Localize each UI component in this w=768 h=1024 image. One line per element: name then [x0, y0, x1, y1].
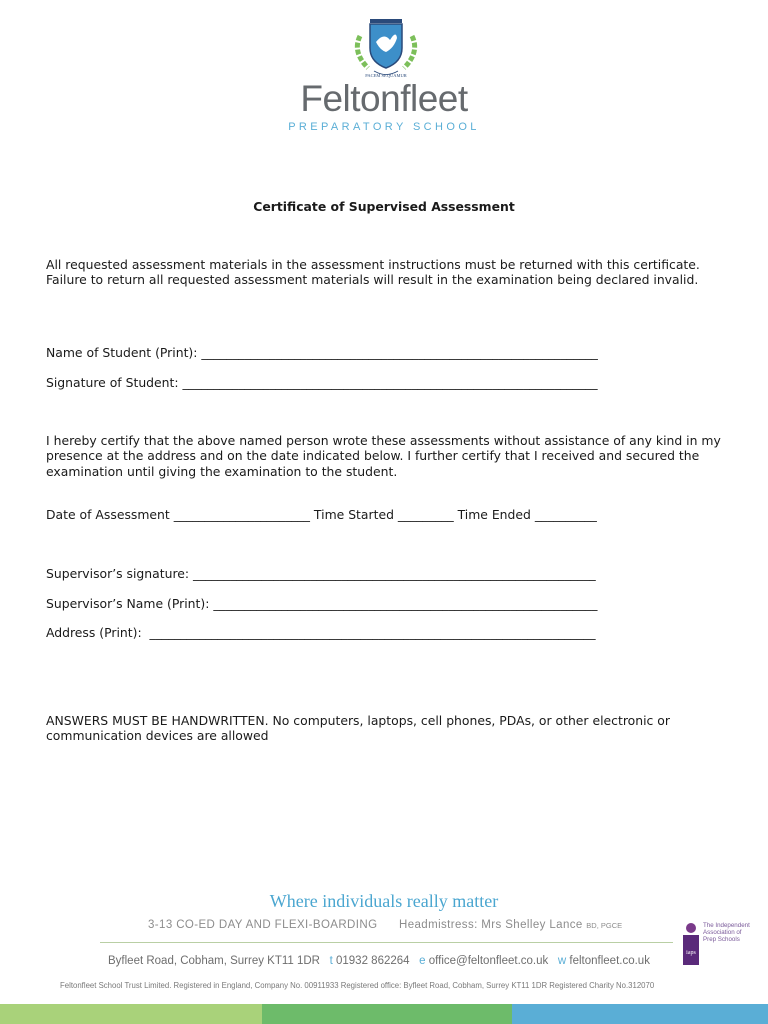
- footer-contact: [108, 955, 650, 967]
- footer-school-info: [148, 919, 622, 931]
- laurel-wreath-right: [404, 36, 415, 68]
- certificate-title: Certificate of Supervised Assessment: [253, 199, 515, 214]
- school-name: Feltonfleet: [300, 78, 468, 119]
- footer-divider: [100, 942, 673, 943]
- phone-number: 01932 862264: [336, 955, 410, 967]
- address-field[interactable]: Address (Print): ________________________________________________________________________: [46, 625, 596, 640]
- footer-bar-green: [262, 1004, 512, 1024]
- student-signature-field[interactable]: Signature of Student: ___________________________________________________________________: [46, 375, 598, 390]
- certification-paragraph: I hereby certify that the above named person wrote these assessments without assistance of any kind in my presence at the address and on the date indicated below. I further certify that I received and secured the examination until giving the examination to the student.: [46, 433, 721, 479]
- web-label: w: [557, 955, 567, 967]
- footer-bar-green-light: [0, 1004, 262, 1024]
- iaps-name: The Independent Association of Prep Schools: [703, 922, 750, 943]
- headmistress-quals: BD, PGCE: [586, 921, 623, 930]
- email-link[interactable]: office@feltonfleet.co.uk: [428, 955, 549, 967]
- supervisor-name-field[interactable]: Supervisor’s Name (Print): ______________________________________________________________: [46, 596, 598, 611]
- headmistress: Headmistress: Mrs Shelley Lance: [399, 919, 583, 931]
- crest-motto: PACEM SEQUAMUR: [365, 73, 407, 78]
- handwritten-notice: ANSWERS MUST BE HANDWRITTEN. No computers, laptops, cell phones, PDAs, or other electronic or communication devices are allowed: [46, 713, 670, 744]
- school-subtitle: PREPARATORY SCHOOL: [288, 121, 480, 133]
- website-link[interactable]: feltonfleet.co.uk: [569, 955, 650, 967]
- intro-paragraph: All requested assessment materials in the assessment instructions must be returned with this certificate. Failure to return all requested assessment materials will result in the examination being declared invalid.: [46, 257, 700, 288]
- postal-address: Byfleet Road, Cobham, Surrey KT11 1DR: [108, 955, 320, 967]
- school-crest-logo: [350, 18, 422, 80]
- laurel-wreath-left: [357, 36, 368, 68]
- email-label: e: [419, 955, 426, 967]
- iaps-logo: [681, 922, 701, 966]
- iaps-logo-letters: iaps: [686, 950, 696, 956]
- footer-bar-blue: [512, 1004, 768, 1024]
- footer-tagline: Where individuals really matter: [269, 891, 499, 911]
- school-type: 3-13 CO-ED DAY AND FLEXI-BOARDING: [148, 919, 378, 931]
- supervisor-signature-field[interactable]: Supervisor’s signature: _________________________________________________________________: [46, 566, 596, 581]
- footer-color-bar: [0, 1004, 768, 1024]
- student-name-field[interactable]: Name of Student (Print): ________________________________________________________________: [46, 345, 598, 360]
- legal-registration: Feltonfleet School Trust Limited. Registered in England, Company No. 00911933 Registered office: Byfleet Road, Cobham, Surrey KT11 1DR Registered Charity No.312070: [60, 981, 655, 990]
- date-time-field[interactable]: Date of Assessment ______________________ Time Started _________ Time Ended __________: [46, 507, 597, 522]
- phone-label: t: [329, 955, 333, 967]
